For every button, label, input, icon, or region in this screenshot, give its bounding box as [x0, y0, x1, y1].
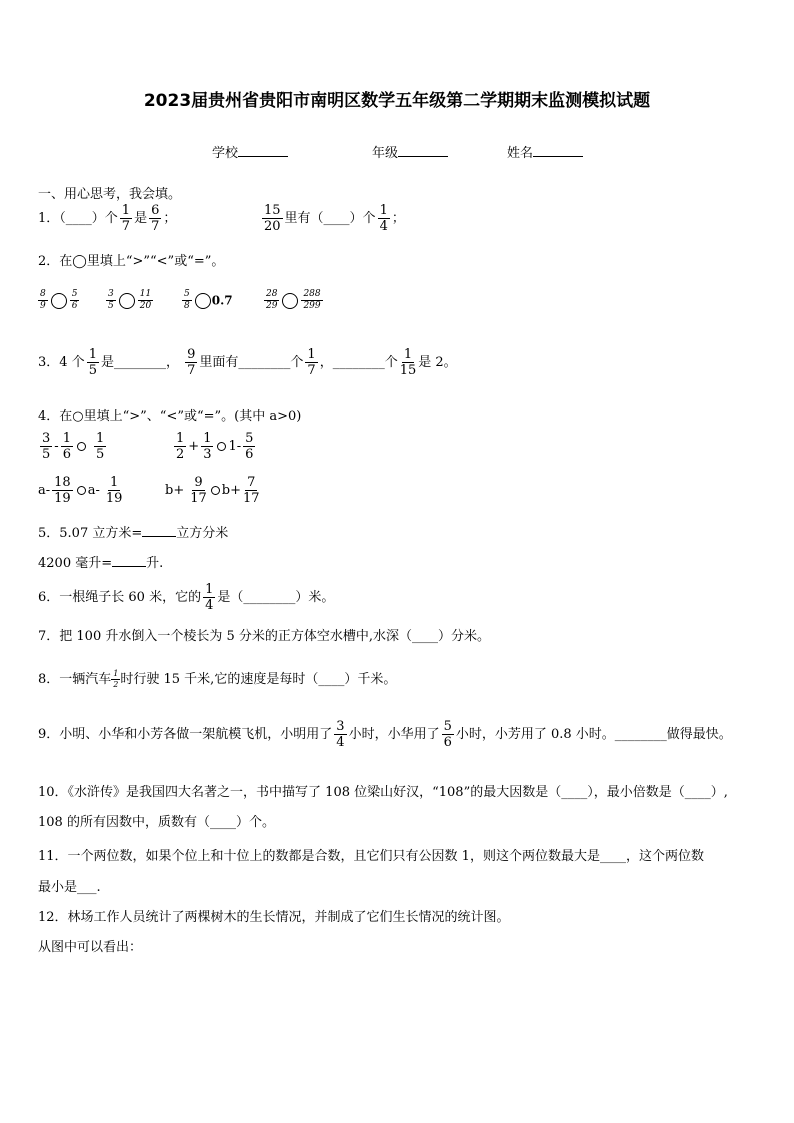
blank-circle[interactable]	[282, 293, 298, 309]
section-heading: 一、用心思考，我会填。	[38, 187, 182, 202]
question-12: 12．林场工作人员统计了两棵树木的生长情况，并制成了它们生长情况的统计图。	[38, 910, 510, 925]
question-6: 6．一根绳子长 60 米，它的 $\frac{1}{4}$ 是（________）米。	[38, 582, 335, 613]
grade-label: 年级	[372, 146, 399, 161]
question-7: 7．把 100 升水倒入一个棱长为 5 分米的正方体空水槽中,水深（____）分米。	[38, 629, 491, 644]
name-label: 姓名	[507, 146, 534, 161]
question-8: 8．一辆汽车 $\frac{1}{2}$ 时行驶 15 千米,它的速度是每时（____）千米。	[38, 669, 397, 689]
name-field	[507, 142, 583, 161]
question-5-line-1: 5．5.07 立方米= 立方分米	[38, 526, 229, 541]
school-field	[212, 142, 288, 161]
blank-circle[interactable]	[51, 293, 67, 309]
question-2: 2．在◯里填上“>”“<”或“=”。	[38, 254, 225, 269]
blank-circle[interactable]	[195, 293, 211, 309]
expr-2b: b+ $\frac{9}{17}$ b+ $\frac{7}{17}$	[165, 475, 260, 506]
expr-2a: a- $\frac{18}{19}$ a- $\frac{1}{19}$	[38, 475, 123, 506]
question-3: 3．4 个 $\frac{1}{5}$ 是________， $\frac{9}{7}$ 里面有________个 $\frac{1}{7}$ ，________个 $\frac{1}{15}$ 是 2。	[38, 347, 457, 378]
question-10-line-2: 108 的所有因数中，质数有（____）个。	[38, 815, 275, 830]
blank-circle[interactable]	[217, 442, 226, 451]
page-title: 2023届贵州省贵阳市南明区数学五年级第二学期期末监测模拟试题	[143, 91, 651, 111]
school-label: 学校	[212, 146, 239, 161]
blank-circle[interactable]	[119, 293, 135, 309]
compare-item-2: $\frac{3}{5}$ $\frac{11}{20}$	[108, 289, 152, 311]
question-12-note: 从图中可以看出：	[38, 940, 143, 955]
question-1b: $\frac{15}{20}$ 里有（____）个 $\frac{1}{4}$ ；	[264, 203, 405, 234]
question-9: 9．小明、小华和小芳各做一架航模飞机，小明用了 $\frac{3}{4}$ 小时，小华用了 $\frac{5}{6}$ 小时，小芳用了 0.8 小时。________做得最快。	[38, 719, 732, 750]
grade-field	[372, 142, 448, 161]
blank-circle[interactable]	[77, 442, 86, 451]
question-4: 4．在○里填上“>”、“<”或“=”。(其中 a>0)	[38, 409, 302, 424]
compare-item-4: $\frac{28}{29}$ $\frac{288}{299}$	[266, 289, 321, 311]
question-1: 1．（____）个 $\frac{1}{7}$ 是 $\frac{6}{7}$ ；	[38, 203, 177, 234]
blank-circle[interactable]	[211, 486, 220, 495]
blank-circle[interactable]	[77, 486, 86, 495]
question-10-line-1: 10．《水浒传》是我国四大名著之一，书中描写了 108 位梁山好汉，“108”的最大因数是（____），最小倍数是（____）,	[38, 785, 728, 800]
question-11-line-2: 最小是___.	[38, 880, 101, 895]
question-5-line-2: 4200 毫升= 升.	[38, 556, 164, 571]
compare-item-3: $\frac{5}{8}$ 0.7	[184, 289, 233, 311]
expr-1a: $\frac{3}{5}$ - $\frac{1}{6}$ $\frac{1}{5}$	[42, 431, 105, 462]
expr-1b: $\frac{1}{2}$ + $\frac{1}{3}$ 1- $\frac{5}{6}$	[176, 431, 254, 462]
question-11-line-1: 11．一个两位数，如果个位上和十位上的数都是合数，且它们只有公因数 1，则这个两位数最大是____，这个两位数	[38, 849, 704, 864]
compare-item-1: $\frac{8}{9}$ $\frac{5}{6}$	[40, 289, 78, 311]
